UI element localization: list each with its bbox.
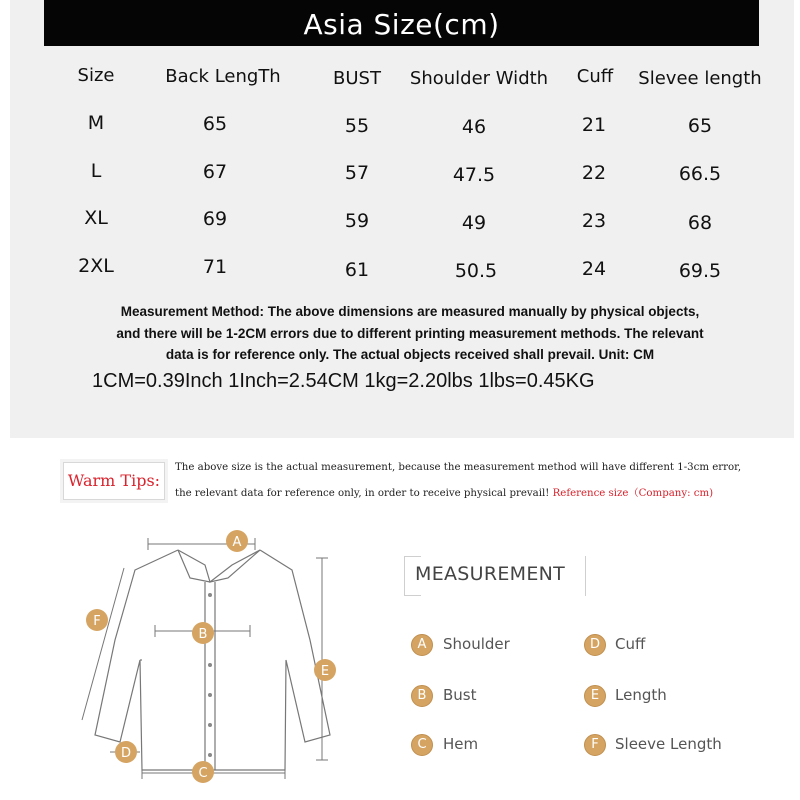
cell-sleeve-length: 69.5 [678, 260, 722, 282]
marker-d: D [120, 746, 132, 761]
method-note-line: data is for reference only. The actual objects received shall prevail. Unit: CM [165, 347, 655, 362]
legend-label-length: Length [615, 686, 667, 704]
marker-e: E [320, 664, 330, 679]
legend-label-bust: Bust [443, 686, 477, 704]
legend-label-shoulder: Shoulder [443, 635, 510, 653]
cell-shoulder-width: 49 [461, 212, 487, 234]
cell-shoulder-width: 50.5 [454, 260, 498, 282]
cell-sleeve-length: 65 [687, 115, 713, 137]
cell-sleeve-length: 66.5 [678, 163, 722, 185]
cell-cuff: 22 [581, 162, 607, 184]
legend-badge-f: F [584, 734, 606, 756]
header-cuff: Cuff [576, 66, 614, 87]
measurement-title: MEASUREMENT [415, 563, 566, 585]
legend-badge-a: A [411, 634, 433, 656]
cell-back-length: 67 [202, 161, 228, 183]
legend-badge-d: D [584, 634, 606, 656]
header-shoulder-width: Shoulder Width [409, 68, 549, 89]
header-bust: BUST [333, 68, 381, 89]
warm-tips-label: Warm Tips: [63, 462, 165, 500]
cell-size: 2XL [78, 255, 114, 277]
cell-back-length: 71 [202, 256, 228, 278]
size-chart-title: Asia Size(cm) [44, 0, 759, 46]
unit-conversion: 1CM=0.39Inch 1Inch=2.54CM 1kg=2.20lbs 1lbs=0.45KG [92, 370, 595, 392]
legend-label-sleeve-length: Sleeve Length [615, 735, 722, 753]
cell-back-length: 69 [202, 208, 228, 230]
legend-badge-e: E [584, 685, 606, 707]
marker-b: B [198, 627, 208, 642]
legend-label-hem: Hem [443, 735, 479, 753]
shirt-outline-diagram [60, 520, 370, 800]
legend-badge-c: C [411, 734, 433, 756]
warm-tips-line: The above size is the actual measurement, because the measurement method will have different 1-3cm error, [175, 462, 742, 473]
marker-c: C [198, 766, 208, 781]
cell-back-length: 65 [202, 113, 228, 135]
warm-tips-text: the relevant data for reference only, in order to receive physical prevail! [175, 488, 550, 499]
cell-cuff: 23 [581, 210, 607, 232]
header-back-length: Back LengTh [165, 66, 281, 87]
measurement-method-note [60, 301, 760, 366]
cell-bust: 55 [344, 115, 370, 137]
cell-sleeve-length: 68 [687, 212, 713, 234]
method-note-line: Measurement Method: The above dimensions are measured manually by physical objects, [120, 304, 700, 319]
cell-cuff: 21 [581, 114, 607, 136]
header-sleeve-length: Slevee length [638, 68, 762, 89]
legend-badge-b: B [411, 685, 433, 707]
marker-a: A [232, 535, 242, 550]
cell-bust: 61 [344, 259, 370, 281]
cell-cuff: 24 [581, 258, 607, 280]
cell-bust: 59 [344, 210, 370, 232]
cell-size: M [87, 112, 105, 134]
cell-shoulder-width: 46 [461, 116, 487, 138]
method-note-line: and there will be 1-2CM errors due to different printing measurement methods. The relevant [116, 325, 704, 341]
header-size: Size [77, 65, 115, 86]
cell-size: XL [84, 207, 108, 229]
reference-size-note: Reference size（Company: cm) [552, 488, 714, 499]
cell-bust: 57 [344, 162, 370, 184]
cell-shoulder-width: 47.5 [452, 164, 496, 186]
cell-size: L [90, 160, 102, 182]
legend-label-cuff: Cuff [615, 635, 646, 653]
marker-f: F [93, 614, 101, 629]
warm-tips-line [175, 484, 713, 499]
